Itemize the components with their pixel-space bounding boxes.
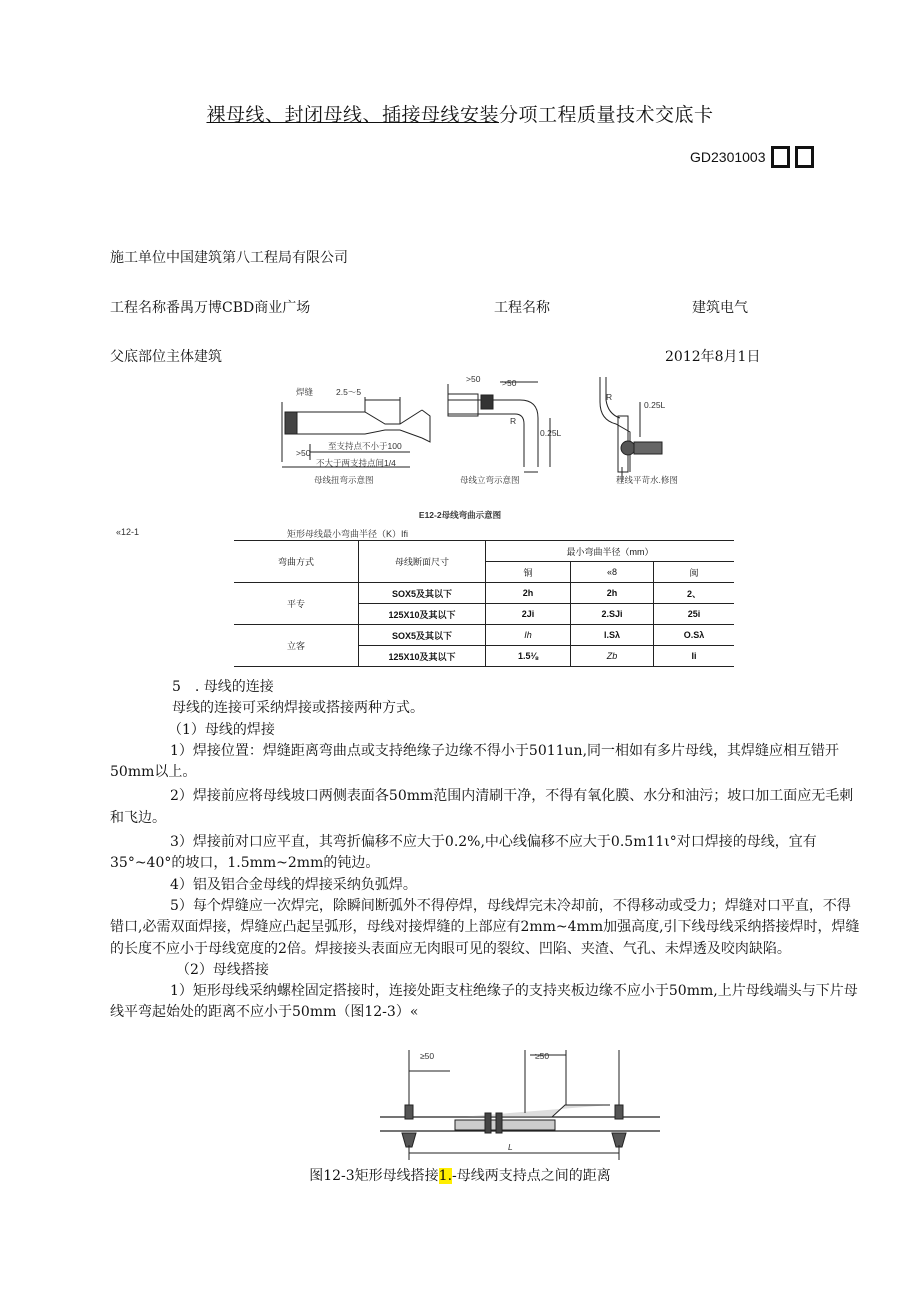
table-row	[234, 625, 734, 646]
sub-heading-welding: （1）母线的焊接	[168, 721, 275, 738]
lbl-note2: 不大于两支持点间1/4	[316, 458, 396, 468]
para-2: 2）焊接前应将母线坡口两侧表面各50mm范围内清刷干净，不得有氧化膜、水分和油污；坡口加工面应无毛刺和飞边。	[110, 788, 854, 826]
dim-l: L	[508, 1142, 513, 1152]
group-flat: 平专	[234, 583, 359, 625]
para-6: 1）矩形母线采纳螺栓固定搭接时，连接处距支柱绝缘子的支持夹板边缘不应小于50mm,上片母线端头与下片母线平弯起始处的距离不应小于50mm（图12-3）«	[110, 983, 858, 1021]
document-code	[690, 146, 814, 168]
lbl-r-c: R	[606, 392, 613, 402]
cell-cu: 2Ji	[486, 604, 571, 625]
checkbox-1	[771, 146, 790, 168]
table-title: 矩形母线最小弯曲半径（K）Ifi	[287, 529, 409, 539]
para-3: 3）焊接前对口应平直，其弯折偏移不应大于0.2%,中心线偏移不应大于0.5m11ι°对口焊接的母线，宜有35°~40°的坡口，1.5mm~2mm的钝边。	[110, 834, 817, 872]
vertical-bend-sketch	[448, 382, 550, 472]
checkbox-2	[795, 146, 814, 168]
code-text: GD2301003	[690, 149, 766, 165]
cell-al: Zb	[571, 646, 654, 667]
lbl-025l-c: 0.25L	[644, 400, 666, 410]
cell-steel: 25i	[654, 604, 735, 625]
vertical-caption: 母线立弯示意图	[460, 475, 520, 485]
caption-part-b: -母线两支持点之间的距离	[452, 1168, 611, 1184]
cell-section: SOX5及其以下	[359, 583, 486, 604]
section-5-text: 母线的连接可采纳焊接或搭接两种方式。	[172, 700, 424, 717]
title-part2: 分项工程质量技术交底卡	[499, 104, 714, 126]
lbl-gt50: >50	[296, 448, 311, 458]
sub-heading-overlap: （2）母线搭接	[176, 961, 269, 978]
head-method: 弯曲方式	[234, 541, 359, 583]
twist-caption: 母线扭弯示意图	[314, 475, 374, 485]
cell-al: l.Sλ	[571, 625, 654, 646]
location-line: 父底部位主体建筑	[110, 349, 222, 365]
para-5: 5）每个焊缝应一次焊完，除瞬间断弧外不得停焊，母线焊完未冷却前，不得移动或受力；焊缝对口平直，不得错口,必需双面焊接，焊缝应凸起呈弧形，母线对接焊缝的上部应有2mm~4mm加强高度,引下线母线采纳搭接焊时，焊缝的长度不应小于母线宽度的2倍。焊接接头表面应无肉眼可见的裂纹、凹陷、夹渣、气孔、未焊透及咬肉缺陷。	[110, 897, 860, 957]
cell-steel: 2、	[654, 583, 735, 604]
flat-caption: 程线平苛水.修图	[616, 475, 678, 485]
project-name-line: 工程名称番禺万博CBD商业广场	[110, 300, 311, 316]
caption-part-a: 图12-3矩形母线搭接	[309, 1168, 439, 1184]
head-al: «8	[571, 562, 654, 583]
head-steel: 闽	[654, 562, 735, 583]
lbl-gt50-b1: >50	[466, 374, 481, 384]
group-vertical: 立客	[234, 625, 359, 667]
para-4: 4）铝及铝合金母线的焊接采纳负弧焊。	[170, 876, 417, 893]
page-title	[0, 100, 920, 127]
dim-1: ≥50	[420, 1051, 435, 1061]
date-line: 2012年8月1日	[665, 349, 761, 365]
lbl-gt50-b2: >50	[502, 378, 517, 388]
para-1: 1）焊接位置：焊缝距离弯曲点或支持绝缘子边缘不得小于5011un,同一相如有多片母线，其焊缝应相互错开50mm以上。	[110, 742, 840, 781]
figure-12-3-caption	[0, 1165, 920, 1185]
cell-cu: 1.5⅛	[486, 646, 571, 667]
table-label: «12-1	[116, 527, 140, 537]
head-section: 母线断面尺寸	[359, 541, 486, 583]
lbl-note1: 至支持点不小于100	[328, 441, 402, 451]
cell-al: 2h	[571, 583, 654, 604]
project-label: 工程名称	[494, 300, 550, 316]
section-5-heading: 5 . 母线的连接	[172, 679, 274, 695]
lbl-025l-b: 0.25L	[540, 428, 562, 438]
project-value: 建筑电气	[692, 300, 748, 316]
figure-12-3-drawing	[370, 1045, 670, 1165]
cell-steel: Ii	[654, 646, 735, 667]
cell-section: SOX5及其以下	[359, 625, 486, 646]
table-row	[234, 583, 734, 604]
cell-section: 125X10及其以下	[359, 646, 486, 667]
head-cu: 铜	[486, 562, 571, 583]
cell-al: 2.SJi	[571, 604, 654, 625]
cell-cu: Ih	[486, 625, 571, 646]
dim-2: ≥50	[535, 1051, 550, 1061]
cell-steel: O.Sλ	[654, 625, 735, 646]
head-min: 最小弯曲半径（mm）	[486, 541, 735, 562]
cell-section: 125X10及其以下	[359, 604, 486, 625]
title-part1: 裸母线、封闭母线、插接母线安装	[206, 104, 499, 126]
caption-highlight: 1.	[438, 1168, 453, 1184]
lbl-dim: 2.5～5	[336, 387, 362, 397]
figure-12-2-caption: E12-2母线弯曲示意图	[418, 510, 502, 520]
cell-cu: 2h	[486, 583, 571, 604]
body-text	[110, 677, 862, 1024]
company-line: 施工单位中国建筑第八工程局有限公司	[110, 250, 348, 266]
lbl-weld: 焊缝	[296, 387, 314, 397]
bend-radius-table	[234, 540, 734, 667]
lbl-r-b: R	[510, 416, 517, 426]
